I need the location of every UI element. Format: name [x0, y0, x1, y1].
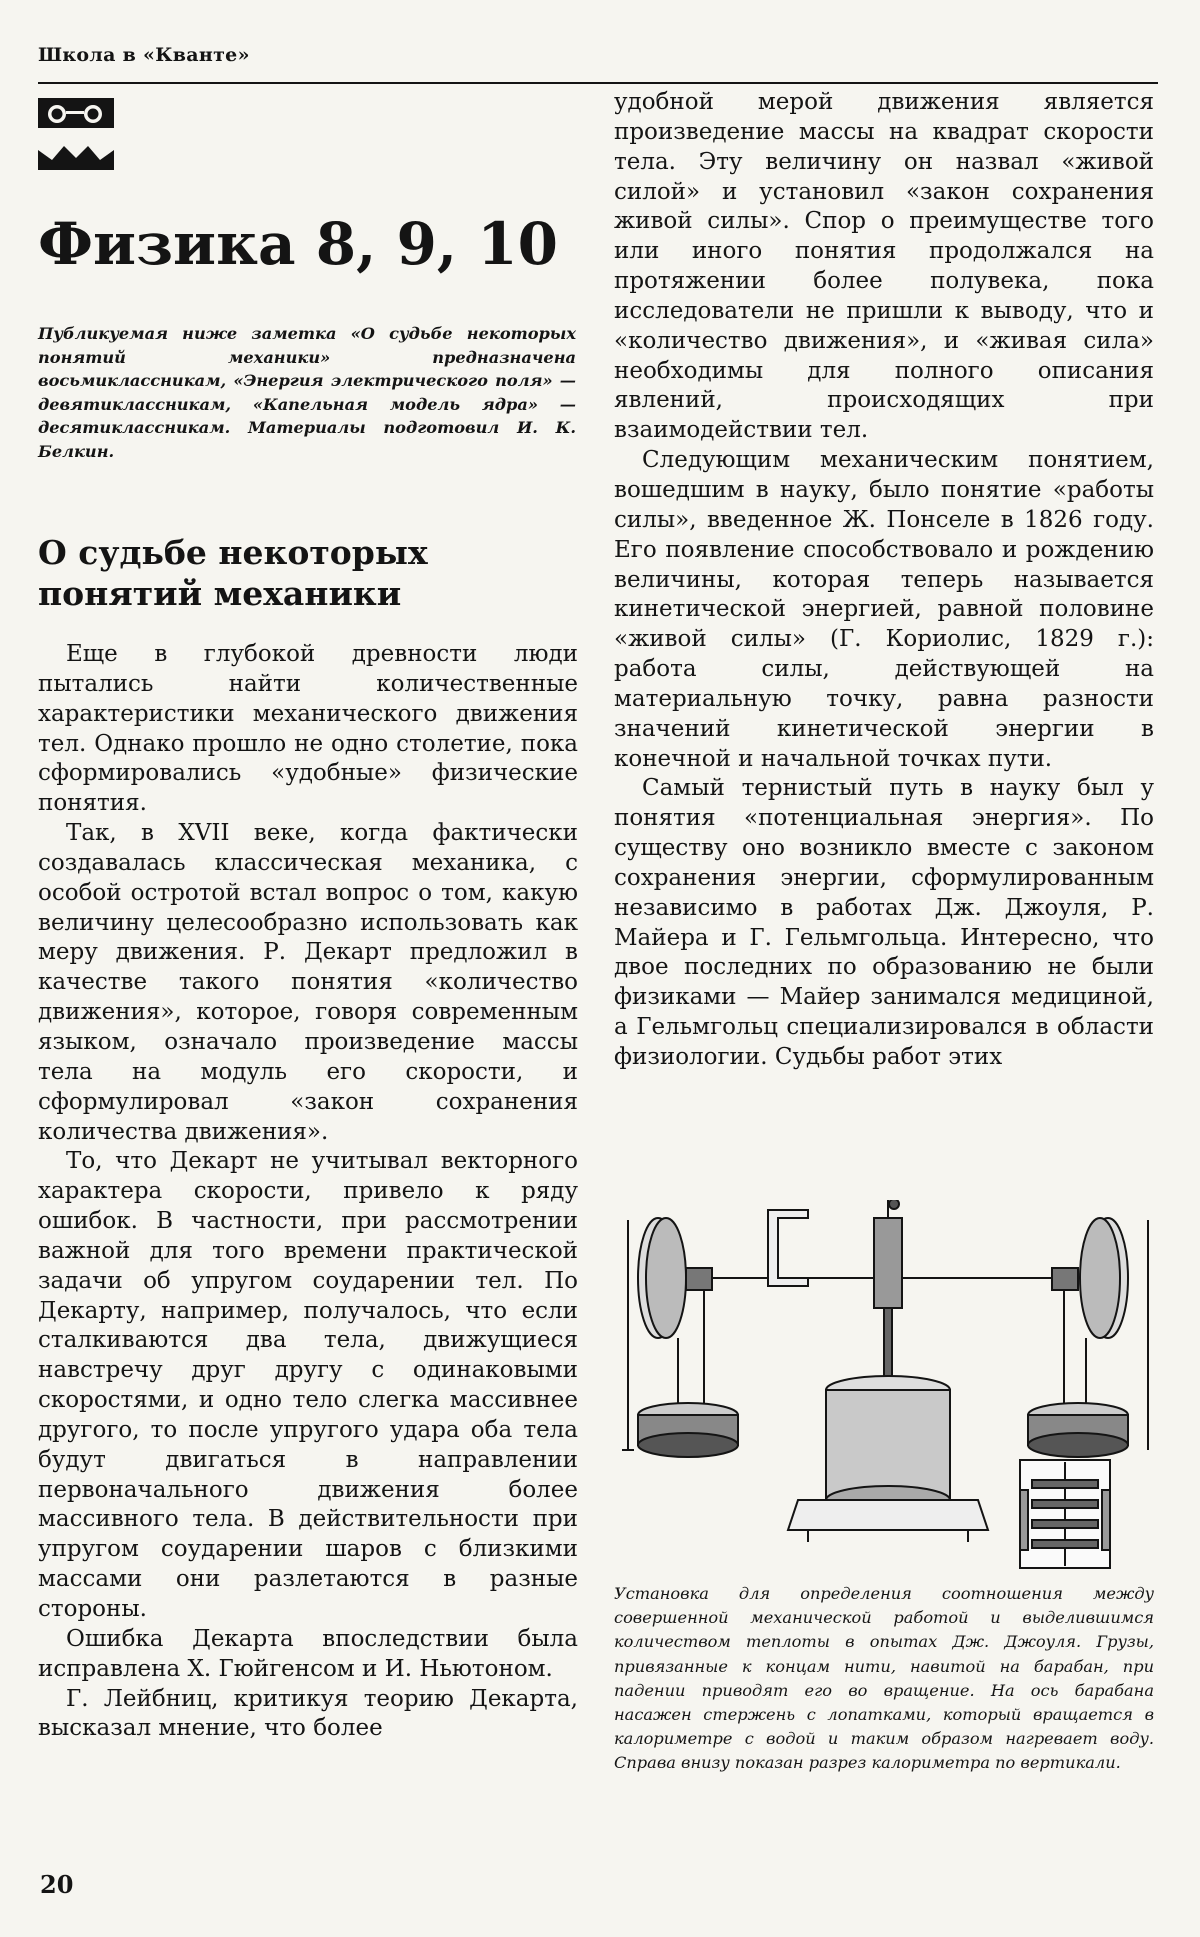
page-title: Физика 8, 9, 10: [38, 210, 558, 278]
page-number: 20: [40, 1870, 74, 1899]
paragraph: Самый тернистый путь в науку был у понятия «потенциальная энергия». По существу оно возникло вместе с законом сохранения энергии, сформулированным независимо в работах Дж. Джоуля, Р. Майера и Г. Гельмгольца. Интересно, что двое последних по образованию не были физиками — Майер занимался медициной, а Гельмгольц специализировался в области физиологии. Судьбы работ этих: [614, 775, 1154, 1070]
article-right-column: [614, 88, 1154, 1073]
paragraph: Еще в глубокой древности люди пытались найти количественные характеристики механического движения тел. Однако прошло не одно столетие, пока сформировались «удобные» физические понятия.: [38, 641, 578, 817]
paragraph: Следующим механическим понятием, вошедшим в науку, было понятие «работы силы», введенное Ж. Понселе в 1826 году. Его появление способствовало и рождению величины, которая теперь называется кинетической энергией, равной половине «живой силы» (Г. Кориолис, 1829 г.): работа силы, действующей на материальную точку, равна разности значений кинетической энергии в конечной и начальной точках пути.: [614, 447, 1154, 772]
article-left-column: [38, 640, 578, 1744]
article-title: О судьбе некоторых понятий механики: [38, 533, 428, 613]
paragraph: удобной мерой движения является произведение массы на квадрат скорости тела. Эту величину он назвал «живой силой» и установил «закон сохранения живой силы». Спор о преимуществе того или иного понятия продолжался на протяжении более полувека, пока исследователи не пришли к выводу, что и «количество движения», и «живая сила» необходимы для полного описания явлений, происходящих при взаимодействии тел.: [614, 89, 1154, 444]
paragraph: Г. Лейбниц, критикуя теорию Декарта, высказал мнение, что более: [38, 1685, 578, 1742]
header-rule: [38, 82, 1158, 84]
paragraph: Ошибка Декарта впоследствии была исправлена Х. Гюйгенсом и И. Ньютоном.: [38, 1625, 578, 1682]
paragraph: То, что Декарт не учитывал векторного характера скорости, привело к ряду ошибок. В частности, при рассмотрении важной для того времени практической задачи об упругом соударении тел. По Декарту, например, получалось, что если сталкиваются два тела, движущиеся навстречу друг другу с одинаковыми скоростями, и одно тело слегка массивнее другого, то после упругого удара оба тела будут двигаться в направлении первоначального движения более массивного тела. В действительности при упругом соударении шаров с близкими массами они разлетаются в разные стороны.: [38, 1148, 578, 1622]
glasses-logo-icon: [38, 98, 114, 170]
intro-note: Публикуемая ниже заметка «О судьбе некоторых понятий механики» предназначена восьмиклассникам, «Энергия электрического поля» — девятиклассникам, «Капельная модель ядра» — десятиклассникам. Материалы подготовил И. К. Белкин.: [38, 324, 576, 461]
section-label: Школа в «Кванте»: [38, 44, 250, 66]
joule-apparatus-illustration: [608, 1200, 1164, 1570]
figure-caption: Установка для определения соотношения между совершенной механической работой и выделившимся количеством теплоты в опытах Дж. Джоуля. Грузы, привязанные к концам нити, навитой на барабан, при падении приводят его во вращение. На ось барабана насажен стержень с лопатками, который вращается в калориметре с водой и таким образом нагревает воду. Справа внизу показан разрез калориметра по вертикали.: [614, 1584, 1154, 1773]
paragraph: Так, в XVII веке, когда фактически создавалась классическая механика, с особой остротой встал вопрос о том, какую величину целесообразно использовать как меру движения. Р. Декарт предложил в качестве такого понятия «количество движения», которое, говоря современным языком, означало произведение массы тела на модуль его скорости, и сформулировал «закон сохранения количества движения».: [38, 820, 578, 1145]
